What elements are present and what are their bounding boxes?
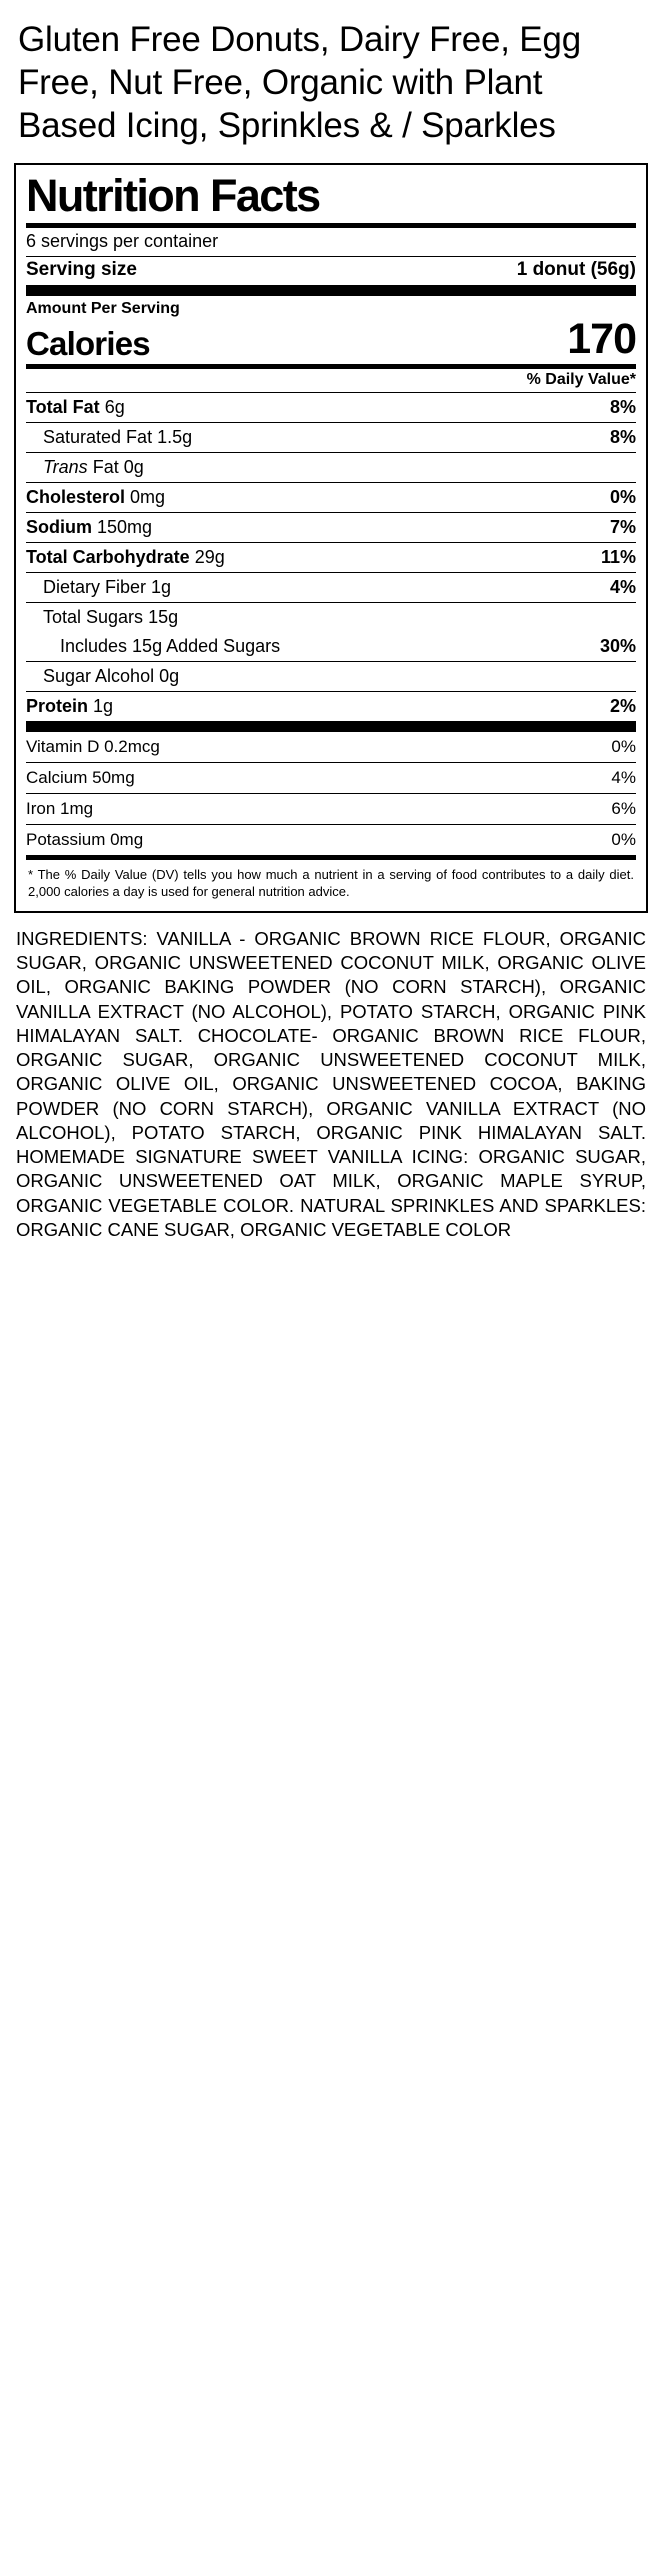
product-title: Gluten Free Donuts, Dairy Free, Egg Free, Nut Free, Organic with Plant Based Icing, Sprinkles & / Sparkles (18, 20, 581, 146)
serving-size-label: Serving size (26, 259, 137, 281)
table-row (26, 662, 636, 691)
nutrient-amount: Fat 0g (92, 456, 144, 477)
micronutrient-name: Potassium 0mg (26, 829, 144, 849)
table-row (26, 483, 636, 512)
nutrient-name: Total Carbohydrate 29g (26, 546, 225, 567)
nutrient-dv: 8% (609, 396, 636, 417)
divider-thick-above-calories (26, 285, 636, 296)
table-row (26, 393, 636, 422)
table-row (26, 513, 636, 542)
divider-thick-above-vitamins (26, 721, 636, 732)
nutrition-facts-panel (14, 163, 648, 913)
nutrient-rows (26, 393, 636, 721)
amount-per-serving-label: Amount Per Serving (26, 300, 180, 318)
nutrient-amount: 1g (151, 576, 172, 597)
calories-row (26, 315, 636, 364)
table-row (26, 453, 636, 482)
table-row (26, 794, 636, 824)
calories-value: 170 (567, 315, 636, 364)
table-row (26, 763, 636, 793)
nutrient-dv: 8% (609, 426, 636, 447)
nutrient-dv: 11% (600, 546, 636, 567)
table-row (26, 732, 636, 762)
nutrient-name: Protein 1g (26, 695, 114, 716)
nutrient-amount: 29g (194, 546, 225, 567)
table-row (26, 543, 636, 572)
ingredients-text: INGREDIENTS: VANILLA - ORGANIC BROWN RICE FLOUR, ORGANIC SUGAR, ORGANIC UNSWEETENED COCONUT MILK, ORGANIC OLIVE OIL, ORGANIC BAKING POWDER (NO CORN STARCH), ORGANIC VANILLA EXTRACT (NO ALCOHOL), POTATO STARCH, ORGANIC PINK HIMALAYAN SALT. CHOCOLATE- ORGANIC BROWN RICE FLOUR, ORGANIC SUGAR, ORGANIC UNSWEETENED COCONUT MILK, ORGANIC OLIVE OIL, ORGANIC UNSWEETENED COCOA, BAKING POWDER (NO CORN STARCH), ORGANIC VANILLA EXTRACT (NO ALCOHOL), POTATO STARCH, ORGANIC PINK HIMALAYAN SALT. HOMEMADE SIGNATURE SWEET VANILLA ICING: ORGANIC SUGAR, ORGANIC UNSWEETENED OAT MILK, ORGANIC MAPLE SYRUP, ORGANIC VEGETABLE COLOR. NATURAL SPRINKLES AND SPARKLES: ORGANIC CANE SUGAR, ORGANIC VEGETABLE COLOR (16, 927, 646, 1240)
nutrient-amount: 15g (148, 606, 179, 627)
nutrient-name: Sugar Alcohol 0g (43, 665, 180, 686)
nutrient-amount: 1g (93, 695, 114, 716)
micronutrient-dv: 0% (611, 736, 636, 756)
nutrient-name: Trans Fat 0g (43, 456, 144, 477)
micronutrient-name: Calcium 50mg (26, 767, 135, 787)
nutrient-name: Total Sugars 15g (43, 606, 179, 627)
table-row (26, 423, 636, 452)
nutrient-dv: 30% (599, 635, 636, 656)
nutrient-name: Includes 15g Added Sugars (60, 635, 281, 656)
serving-size-row (26, 257, 636, 285)
micronutrient-rows (26, 732, 636, 855)
table-row (26, 825, 636, 855)
nutrient-dv: 0% (609, 486, 636, 507)
servings-per-container: 6 servings per container (26, 231, 219, 252)
nutrient-name: Cholesterol 0mg (26, 486, 166, 507)
nutrient-amount: 6g (104, 396, 125, 417)
nutrient-name: Total Fat 6g (26, 396, 125, 417)
nutrient-dv: 7% (609, 516, 636, 537)
nutrition-facts-heading: Nutrition Facts (26, 170, 320, 222)
daily-value-header: % Daily Value* (526, 370, 636, 388)
nutrient-amount: 1.5g (157, 426, 193, 447)
nutrition-label-page (0, 0, 662, 1252)
table-row (26, 573, 636, 602)
micronutrient-dv: 0% (611, 829, 636, 849)
micronutrient-name: Vitamin D 0.2mcg (26, 736, 160, 756)
nutrient-amount: 0mg (130, 486, 166, 507)
table-row (26, 632, 636, 661)
calories-label: Calories (26, 324, 150, 362)
nutrient-dv: 2% (609, 695, 636, 716)
nutrient-name: Saturated Fat 1.5g (43, 426, 193, 447)
serving-size-value: 1 donut (56g) (516, 259, 636, 281)
nutrient-amount: 0g (159, 665, 180, 686)
nutrient-dv: 4% (609, 576, 636, 597)
table-row (26, 603, 636, 632)
micronutrient-dv: 4% (611, 767, 636, 787)
micronutrient-dv: 6% (611, 798, 636, 818)
micronutrient-name: Iron 1mg (26, 798, 94, 818)
nutrient-amount: 150mg (97, 516, 153, 537)
daily-value-footnote: * The % Daily Value (DV) tells you how much a nutrient in a serving of food contributes to a daily diet. 2,000 calories a day is used for general nutrition advice. (28, 866, 634, 900)
nutrient-name: Sodium 150mg (26, 516, 153, 537)
table-row (26, 692, 636, 721)
nutrient-name: Dietary Fiber 1g (43, 576, 172, 597)
